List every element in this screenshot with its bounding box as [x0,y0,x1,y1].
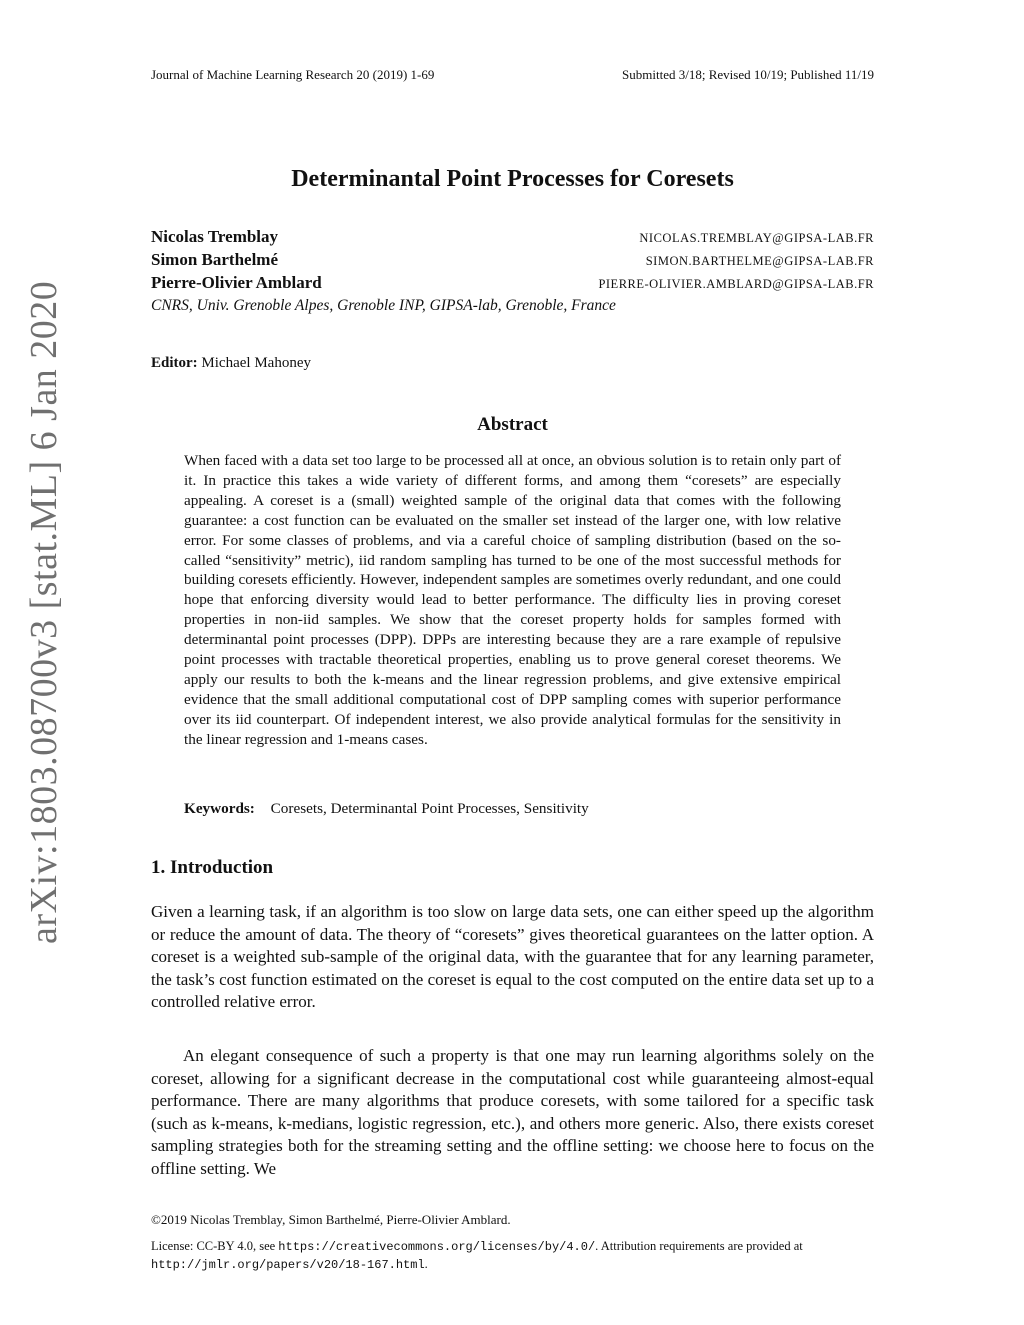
editor-line [151,355,311,372]
license-link[interactable]: https://creativecommons.org/licenses/by/4.0/ [278,1240,596,1254]
license-mid: . Attribution requirements are provided at [595,1239,803,1253]
attribution-link[interactable]: http://jmlr.org/papers/v20/18-167.html [151,1257,425,1272]
license-end: . [424,1256,428,1271]
abstract-text: When faced with a data set too large to be processed all at once, an obvious solution is to retain only part of it. In practice this takes a wide variety of different forms, and among them “coresets” are especially appealing. A coreset is a (small) weighted sample of the original data that comes with the following guarantee: a cost function can be evaluated on the smaller set instead of the larger one, with low relative error. For some classes of problems, and via a careful choice of sampling distribution (based on the so-called “sensitivity” metric), iid random sampling has turned to be one of the most successful methods for building coresets efficiently. However, independent samples are sometimes overly redundant, and one could hope that enforcing diversity would lead to better performance. The difficulty lies in proving coreset properties in non-iid samples. We show that the coreset property holds for samples formed with determinantal point processes (DPP). DPPs are interesting because they are a rare example of repulsive point processes with tractable theoretical properties, enabling us to prove general coreset theorems. We apply our results to both the k-means and the linear regression problems, and give extensive empirical evidence that the small additional computational cost of DPP sampling comes with superior performance over its iid counterpart. Of independent interest, we also provide analytical formulas for the sensitivity in the linear regression and 1-means cases. [184,452,841,748]
license-prefix: License: CC-BY 4.0, see [151,1239,279,1253]
submission-dates: Submitted 3/18; Revised 10/19; Published 11/19 [622,67,874,82]
editor-name: Michael Mahoney [201,355,311,371]
intro-paragraph: Given a learning task, if an algorithm is too slow on large data sets, one can either speed up the algorithm or reduce the amount of data. The theory of “coresets” gives theoretical guarantees on the latter option. A coreset is a weighted sub-sample of the original data, with the guarantee that for any learning parameter, the task’s cost function estimated on the coreset is equal to the cost computed on the entire data set up to a controlled relative error. [151,902,874,1012]
license-notice [151,1238,874,1273]
author-name: Pierre-Olivier Amblard [151,273,322,292]
keywords-line [184,800,841,818]
section-heading: 1. Introduction [151,857,274,878]
author-name: Nicolas Tremblay [151,227,279,246]
journal-citation: Journal of Machine Learning Research 20 (2019) 1-69 [151,67,435,82]
affiliation: CNRS, Univ. Grenoble Alpes, Grenoble INP, GIPSA-lab, Grenoble, France [151,297,616,314]
author-email: PIERRE-OLIVIER.AMBLARD@GIPSA-LAB.FR [598,277,874,291]
author-row [151,227,874,250]
author-row [151,250,874,273]
running-head [151,67,874,83]
keywords-text: Coresets, Determinantal Point Processes, Sensitivity [270,800,589,817]
arxiv-watermark: arXiv:1803.08700v3 [stat.ML] 6 Jan 2020 [23,280,65,944]
editor-label: Editor: [151,355,198,371]
copyright-notice: ©2019 Nicolas Tremblay, Simon Barthelmé, Pierre-Olivier Amblard. [151,1212,511,1227]
paper-title: Determinantal Point Processes for Coresets [291,166,734,192]
author-name: Simon Barthelmé [151,250,279,269]
author-row [151,273,874,296]
keywords-label: Keywords: [184,800,255,817]
intro-paragraph: An elegant consequence of such a property is that one may run learning algorithms solely on the coreset, allowing for a significant decrease in the computational cost while guaranteeing almost-equal performance. There are many algorithms that produce coresets, with some tailored for a specific task (such as k-means, k-medians, logistic regression, etc.), and others more generic. Also, there exists coreset sampling strategies both for the streaming setting and the offline setting: we choose here to focus on the offline setting. We [151,1046,874,1178]
author-block [151,227,874,315]
author-email: SIMON.BARTHELME@GIPSA-LAB.FR [645,254,874,268]
abstract-heading: Abstract [477,414,548,435]
author-email: NICOLAS.TREMBLAY@GIPSA-LAB.FR [639,231,874,245]
